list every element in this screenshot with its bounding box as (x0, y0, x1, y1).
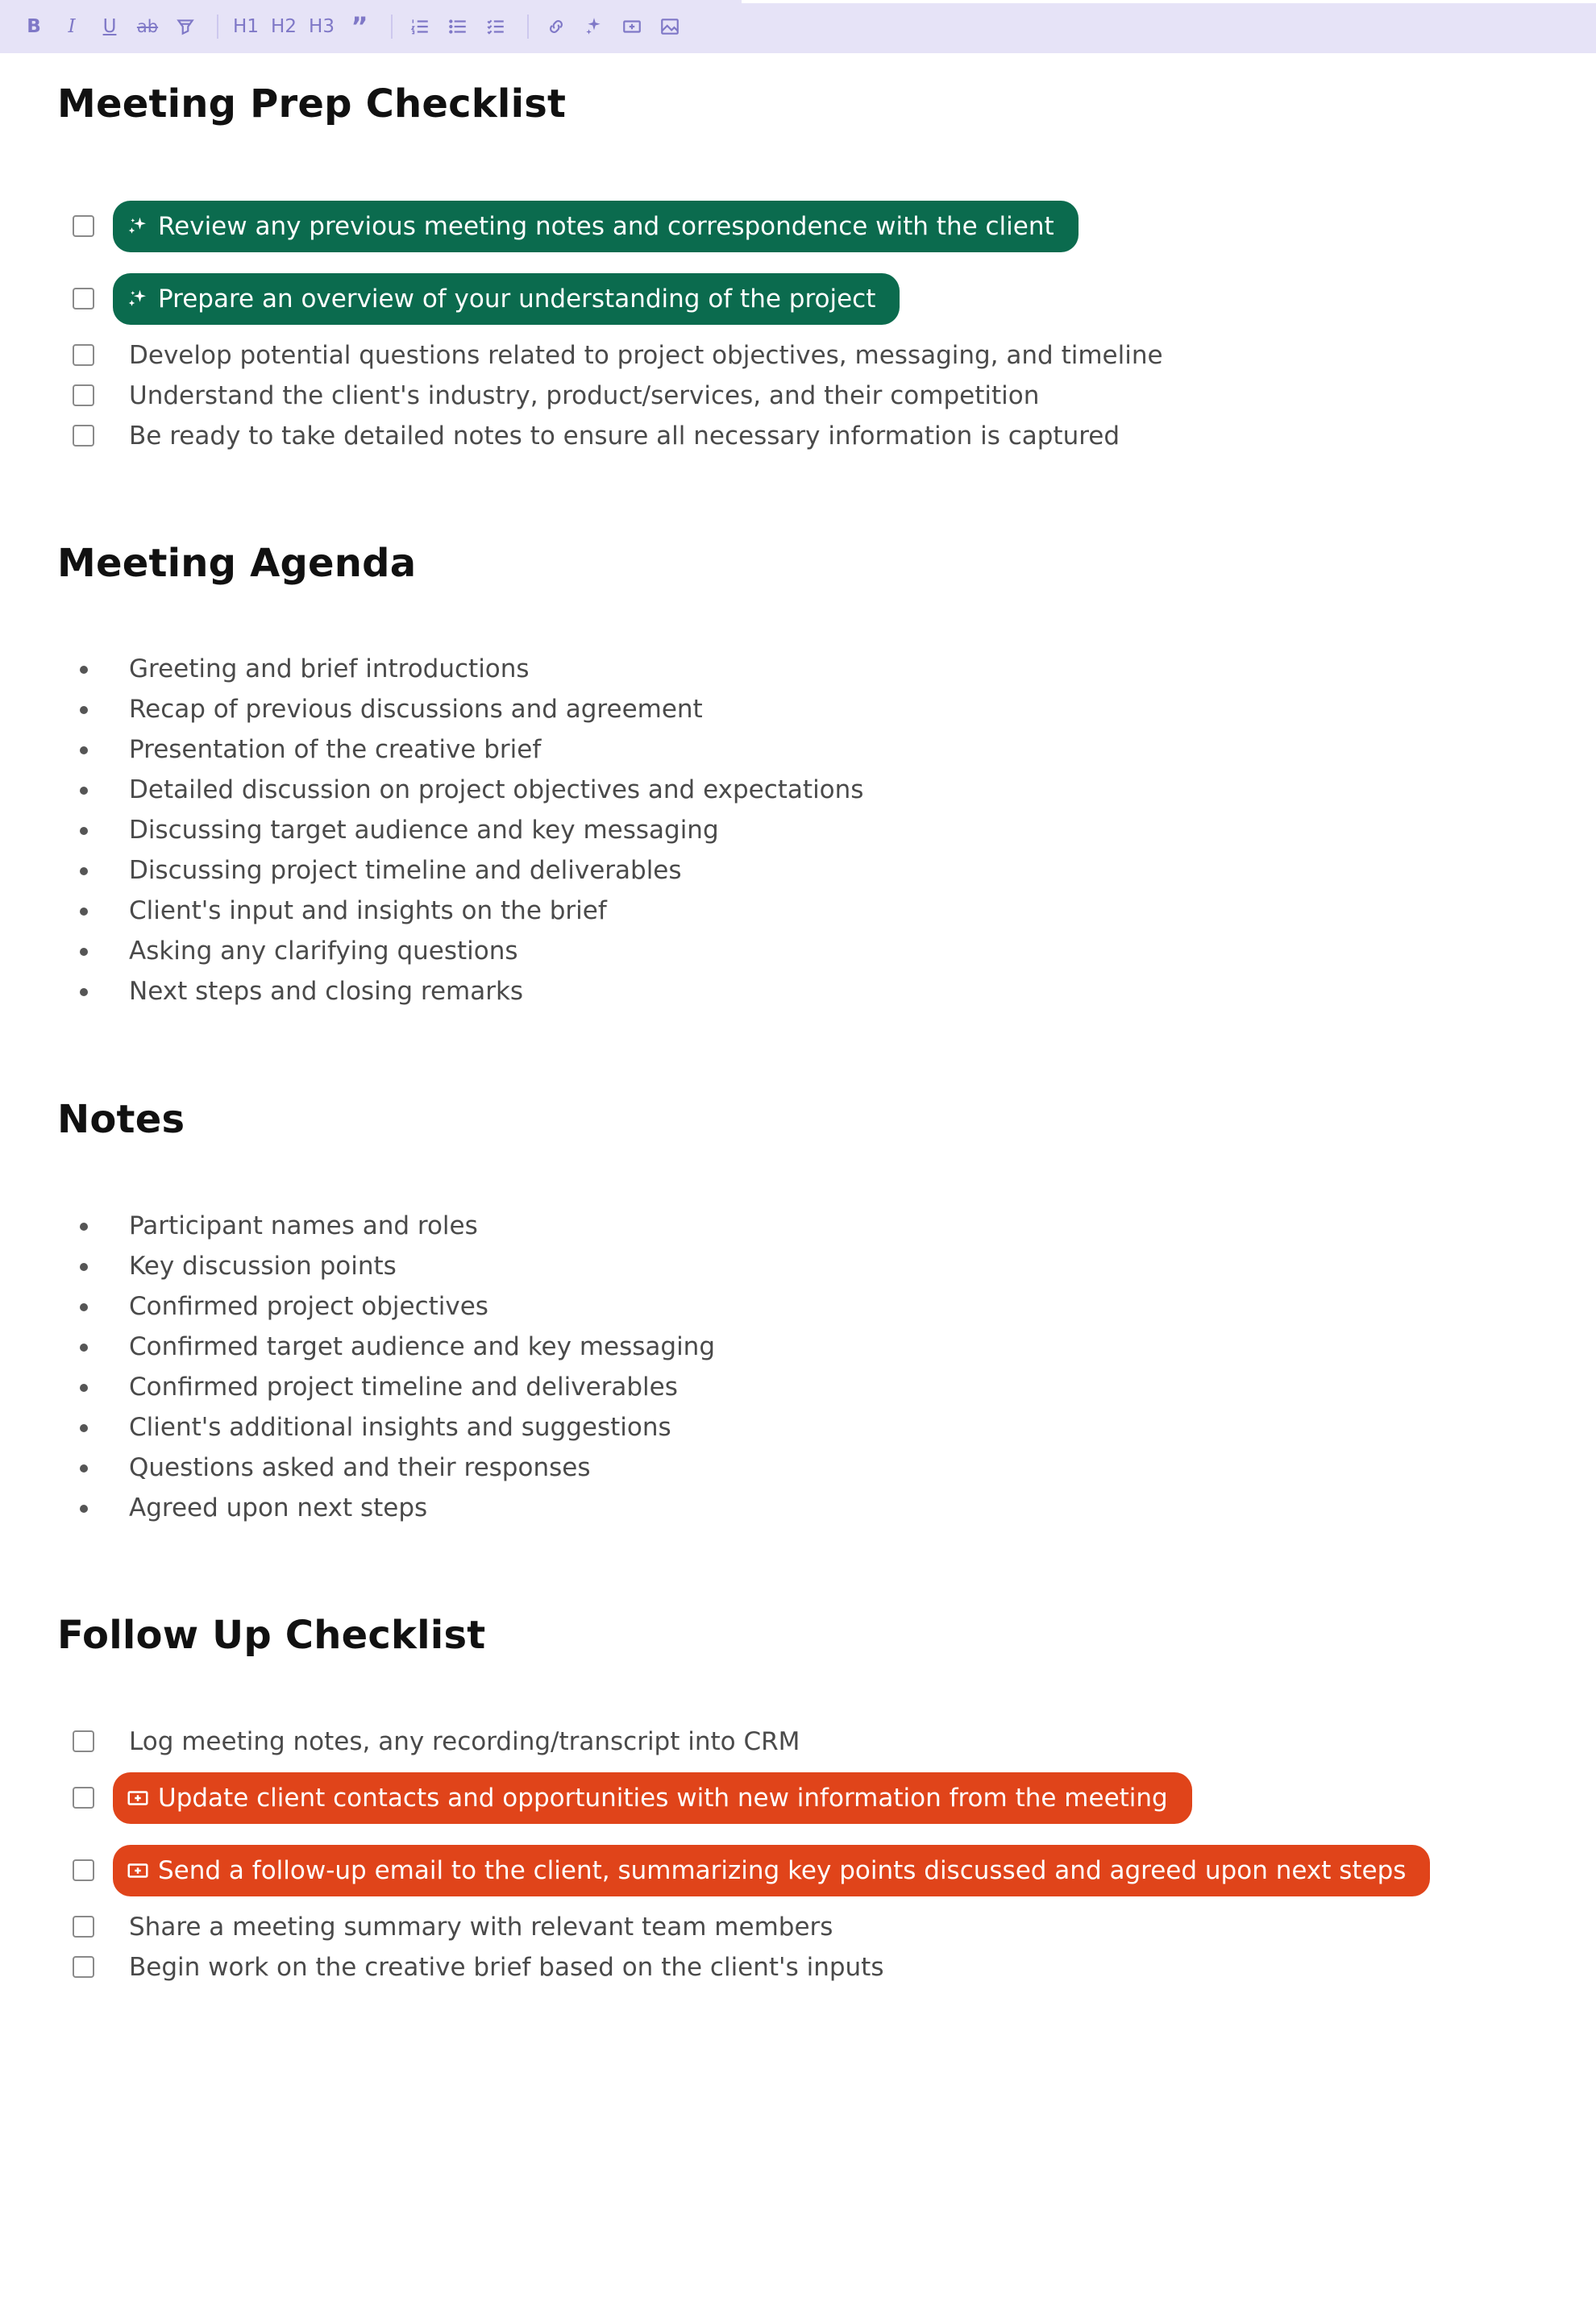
sparkle-icon[interactable] (578, 9, 610, 44)
checkbox[interactable] (73, 288, 94, 309)
checklist-icon[interactable] (480, 9, 512, 44)
checklist-item-text: Log meeting notes, any recording/transcript into CRM (129, 1727, 800, 1756)
list-item (0, 931, 1596, 971)
list-item-text: Asking any clarifying questions (129, 937, 518, 966)
formatting-toolbar (0, 0, 1596, 53)
list-item (0, 1286, 1596, 1327)
bullet-icon (80, 666, 88, 674)
heading-3-button[interactable] (305, 9, 338, 44)
list-item-text: Participant names and roles (129, 1211, 478, 1240)
highlight-icon[interactable] (169, 9, 202, 44)
list-item-text: Next steps and closing remarks (129, 977, 524, 1006)
ordered-list-icon[interactable] (404, 9, 436, 44)
sparkle-icon (124, 213, 152, 240)
list-item (0, 729, 1596, 770)
list-item-text: Greeting and brief introductions (129, 654, 530, 683)
bullet-icon (80, 1424, 88, 1432)
checkbox[interactable] (73, 1956, 94, 1978)
checklist-item (0, 1778, 1596, 1818)
list-item-text: Agreed upon next steps (129, 1493, 428, 1522)
checkbox[interactable] (73, 384, 94, 406)
strikethrough-label: ab (136, 17, 159, 36)
list-item (0, 1246, 1596, 1286)
checkbox[interactable] (73, 344, 94, 366)
bullet-icon (80, 988, 88, 996)
section-title-meeting-agenda: Meeting Agenda (57, 541, 417, 586)
bullet-icon (80, 1505, 88, 1513)
checkbox[interactable] (73, 1787, 94, 1809)
section-title-notes: Notes (57, 1097, 185, 1142)
checklist-item-text: Develop potential questions related to project objectives, messaging, and timeline (129, 341, 1163, 370)
checklist-item-text: Be ready to take detailed notes to ensure all necessary information is captured (129, 422, 1120, 451)
checklist-item (0, 1850, 1596, 1891)
bullet-icon (80, 1223, 88, 1231)
list-item-text: Presentation of the creative brief (129, 735, 542, 764)
embed-icon (124, 1857, 152, 1884)
toolbar-divider (527, 15, 529, 39)
bullet-icon (80, 1263, 88, 1271)
checklist-item (0, 416, 1596, 456)
section-title-follow-up: Follow Up Checklist (57, 1613, 486, 1658)
checklist-item (0, 1907, 1596, 1947)
list-item-text: Confirmed project timeline and deliverables (129, 1373, 678, 1402)
bullet-icon (80, 1344, 88, 1352)
checklist-item-text: Update client contacts and opportunities with new information from the meeting (158, 1784, 1168, 1813)
bullet-icon (80, 908, 88, 916)
checklist-item (0, 206, 1596, 247)
checklist-item (0, 279, 1596, 319)
h1-label: H1 (233, 16, 259, 37)
bullet-icon (80, 948, 88, 956)
list-item-text: Client's input and insights on the brief (129, 896, 607, 925)
checklist-item (0, 1947, 1596, 1988)
bold-label: B (27, 16, 41, 37)
sparkle-icon (124, 285, 152, 313)
bullet-icon (80, 787, 88, 795)
checklist-item-text: Share a meeting summary with relevant team members (129, 1913, 833, 1942)
bold-icon[interactable] (18, 9, 50, 44)
list-item (0, 891, 1596, 931)
checkbox[interactable] (73, 425, 94, 447)
checkbox[interactable] (73, 1730, 94, 1752)
ai-suggestion-pill[interactable] (113, 201, 1079, 252)
bullet-icon (80, 706, 88, 714)
section-title-meeting-prep: Meeting Prep Checklist (57, 81, 567, 127)
quote-label: ” (351, 11, 368, 42)
ai-suggestion-pill[interactable] (113, 273, 900, 325)
bullet-icon (80, 1384, 88, 1392)
strikethrough-icon[interactable] (131, 9, 164, 44)
list-item (0, 1206, 1596, 1246)
italic-icon[interactable] (56, 9, 88, 44)
link-icon[interactable] (540, 9, 572, 44)
checklist-item (0, 335, 1596, 376)
checklist-item-text: Prepare an overview of your understanding of the project (158, 285, 876, 314)
list-item (0, 1407, 1596, 1448)
checkbox[interactable] (73, 1916, 94, 1938)
list-item (0, 1367, 1596, 1407)
underline-icon[interactable] (94, 9, 126, 44)
list-item (0, 810, 1596, 850)
checkbox[interactable] (73, 1859, 94, 1881)
image-icon[interactable] (654, 9, 686, 44)
list-item (0, 1488, 1596, 1528)
embed-icon[interactable] (616, 9, 648, 44)
bullet-icon (80, 827, 88, 835)
checklist-item-text: Review any previous meeting notes and correspondence with the client (158, 212, 1054, 241)
underline-label: U (102, 16, 117, 37)
bullet-icon (80, 746, 88, 754)
list-item-text: Key discussion points (129, 1252, 397, 1281)
list-item-text: Discussing project timeline and deliverables (129, 856, 682, 885)
list-item-text: Confirmed project objectives (129, 1292, 488, 1321)
h3-label: H3 (309, 16, 335, 37)
bullet-list-icon[interactable] (442, 9, 474, 44)
h2-label: H2 (271, 16, 297, 37)
list-item-text: Discussing target audience and key messaging (129, 816, 719, 845)
bullet-icon (80, 867, 88, 875)
toolbar-divider (391, 15, 393, 39)
list-item (0, 1448, 1596, 1488)
bullet-icon (80, 1303, 88, 1311)
list-item (0, 850, 1596, 891)
list-item (0, 971, 1596, 1011)
bullet-icon (80, 1464, 88, 1472)
checklist-item (0, 376, 1596, 416)
list-item-text: Recap of previous discussions and agreement (129, 695, 703, 724)
toolbar-divider (217, 15, 218, 39)
list-item-text: Detailed discussion on project objectives and expectations (129, 775, 864, 804)
quote-icon[interactable] (343, 9, 376, 44)
heading-1-button[interactable] (230, 9, 262, 44)
action-suggestion-pill[interactable] (113, 1845, 1430, 1896)
list-item (0, 1327, 1596, 1367)
list-item-text: Confirmed target audience and key messaging (129, 1332, 716, 1361)
checklist-item (0, 1722, 1596, 1762)
list-item (0, 770, 1596, 810)
checklist-item-text: Send a follow-up email to the client, summarizing key points discussed and agreed upon next steps (158, 1856, 1407, 1885)
list-item-text: Client's additional insights and suggestions (129, 1413, 671, 1442)
italic-label: I (68, 16, 76, 37)
list-item (0, 649, 1596, 689)
list-item-text: Questions asked and their responses (129, 1453, 591, 1482)
action-suggestion-pill[interactable] (113, 1772, 1192, 1824)
toolbar-edge (742, 0, 1596, 3)
checklist-item-text: Begin work on the creative brief based on the client's inputs (129, 1953, 884, 1982)
heading-2-button[interactable] (268, 9, 300, 44)
list-item (0, 689, 1596, 729)
checkbox[interactable] (73, 215, 94, 237)
checklist-item-text: Understand the client's industry, product/services, and their competition (129, 381, 1040, 410)
embed-icon (124, 1784, 152, 1812)
